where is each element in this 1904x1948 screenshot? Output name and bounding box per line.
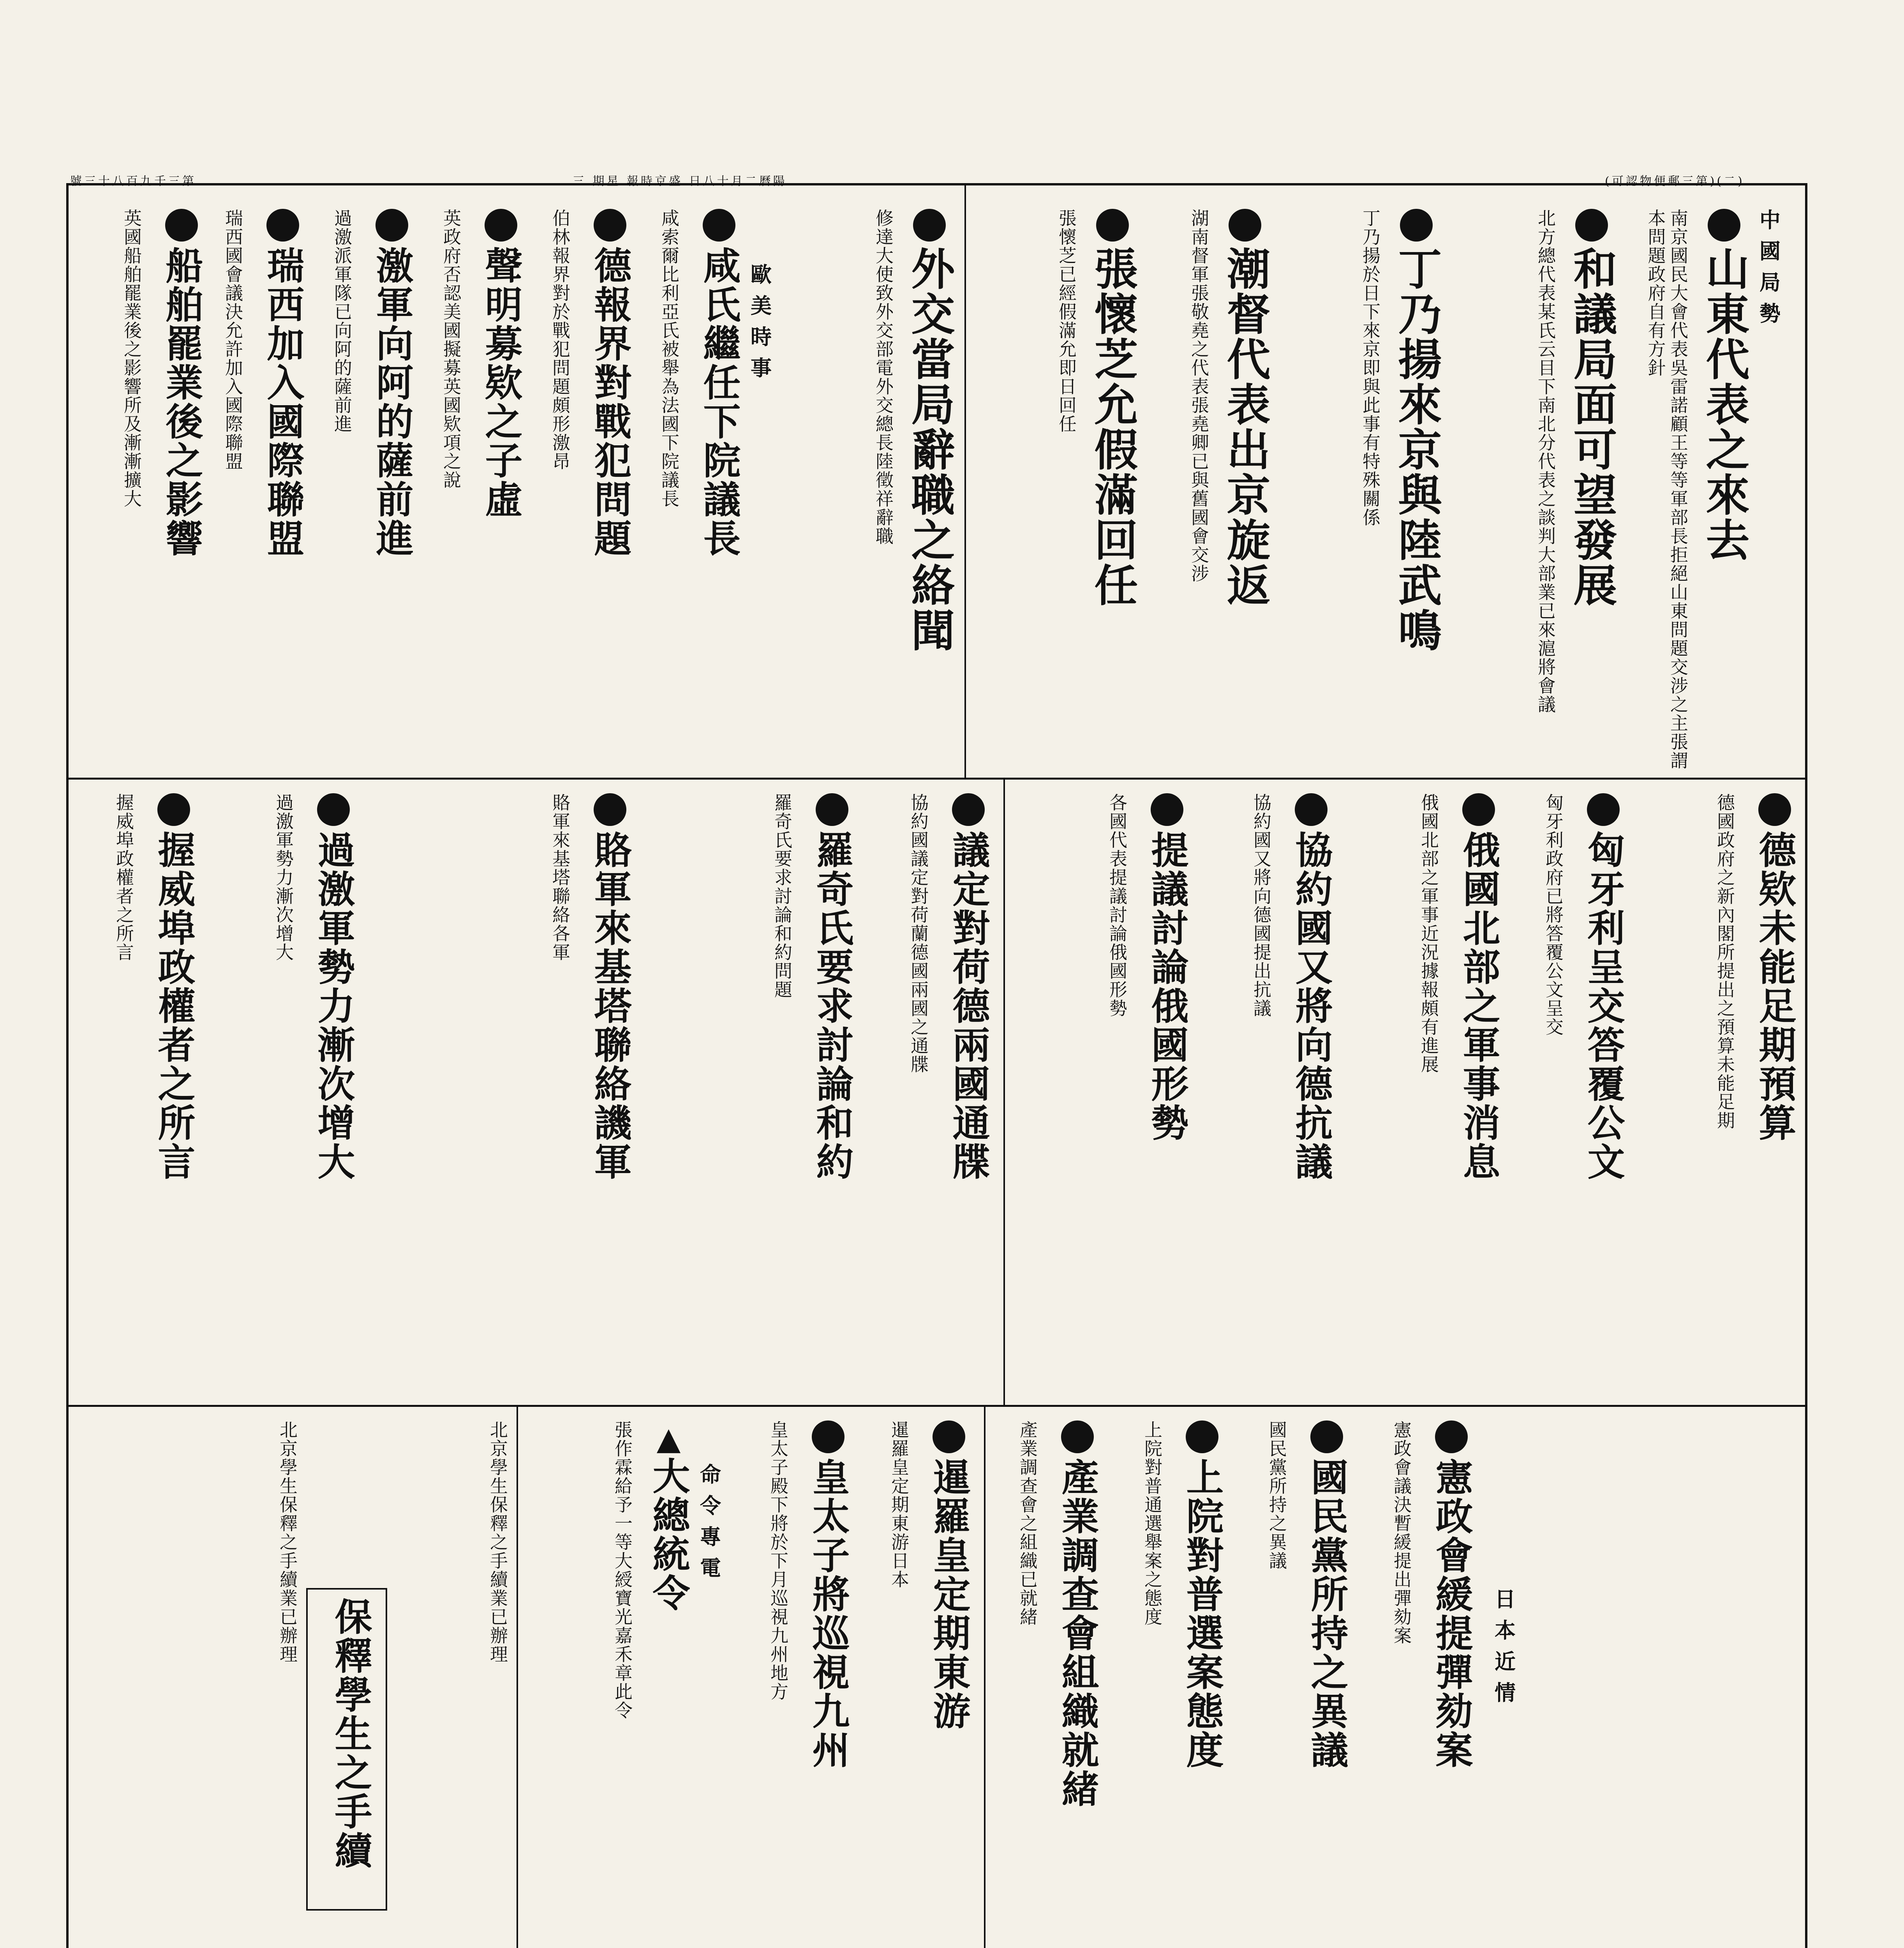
article-body: 修達大使致外交部電外交總長陸徵祥辭職 bbox=[873, 209, 894, 545]
article-headline: 暹羅皇定期東游 bbox=[914, 1420, 972, 1948]
article-headline: 咸氏繼任下院議長 bbox=[684, 209, 742, 770]
bullet-icon bbox=[266, 209, 299, 242]
article-headline: 上院對普選案態度 bbox=[1167, 1420, 1225, 1948]
article-headline: 德報界對戰犯問題 bbox=[575, 209, 633, 770]
article-headline: 羅奇氏要求討論和約 bbox=[797, 793, 855, 1393]
bullet-icon bbox=[157, 793, 190, 826]
bullet-icon bbox=[165, 209, 198, 242]
article-headline: 德欵未能足期預算 bbox=[1740, 793, 1798, 1393]
article-body: 協約國議定對荷蘭德國兩國之通牒 bbox=[908, 793, 929, 1074]
article-body: 俄國北部之軍事近況據報頗有進展 bbox=[1418, 793, 1439, 1074]
article-body: 南京國民大會代表吳雷諾顧王等等軍部長拒絕山東問題交涉之主張謂本問題政府自有方針 bbox=[1645, 209, 1689, 770]
issue-number: 號三十八百九千三第 bbox=[70, 175, 196, 188]
article-headline: 國民黨所持之異議 bbox=[1292, 1420, 1350, 1948]
article-headline: 協約國又將向德抗議 bbox=[1276, 793, 1335, 1393]
article-body: 握威埠政權者之所言 bbox=[113, 793, 134, 962]
article-body: 咸索爾比利亞氏被舉為法國下院議長 bbox=[659, 209, 680, 508]
article-headline: 議定對荷德兩國通牒 bbox=[933, 793, 992, 1393]
bullet-icon bbox=[594, 793, 626, 826]
bullet-icon bbox=[1758, 793, 1791, 826]
article-headline: 船舶罷業後之影響 bbox=[146, 209, 205, 770]
bullet-icon bbox=[952, 793, 985, 826]
article-body: 匈牙利政府已將答覆公文呈交 bbox=[1543, 793, 1564, 1036]
bullet-icon bbox=[1708, 209, 1740, 242]
bullet-icon bbox=[594, 209, 626, 242]
bullet-icon bbox=[816, 793, 848, 826]
article-body: 丁乃揚於日下來京即與此事有特殊關係 bbox=[1360, 209, 1381, 527]
article-body: 北京學生保釋之手續業已辦理 bbox=[277, 1420, 298, 1664]
article-body: 賂軍來基塔聯絡各軍 bbox=[550, 793, 571, 962]
article-headline: 山東代表之來去 bbox=[1693, 209, 1751, 770]
article-body: 張懷芝已經假滿允即日回任 bbox=[1056, 209, 1077, 433]
article-body: 產業調查會之組織已就緒 bbox=[1017, 1420, 1038, 1626]
boxed-notice bbox=[306, 1588, 387, 1911]
article-headline: 提議討論俄國形勢 bbox=[1132, 793, 1190, 1393]
bullet-icon bbox=[1587, 793, 1620, 826]
article-body: 英政府否認美國擬募英國欵項之說 bbox=[441, 209, 462, 489]
article-body: 羅奇氏要求討論和約問題 bbox=[772, 793, 793, 999]
bullet-icon bbox=[376, 209, 408, 242]
article-headline: 憲政會緩提彈劾案 bbox=[1416, 1420, 1475, 1948]
article-body: 上院對普通選舉案之態度 bbox=[1142, 1420, 1163, 1626]
bullet-icon bbox=[1575, 209, 1608, 242]
bullet-icon bbox=[1229, 209, 1261, 242]
article-body: 北京學生保釋之手續業已辦理 bbox=[487, 1420, 508, 1664]
column-divider bbox=[984, 1405, 985, 1948]
section-label-china: 中國局勢 bbox=[1756, 209, 1781, 333]
article-headline: 匈牙利呈交答覆公文 bbox=[1568, 793, 1627, 1393]
article-headline: 產業調查會組織就緒 bbox=[1042, 1420, 1101, 1948]
article-body: 過激派軍隊已向阿的薩前進 bbox=[331, 209, 353, 433]
article-headline: 皇太子將巡視九州 bbox=[793, 1420, 852, 1948]
article-body: 協約國又將向德國提出抗議 bbox=[1251, 793, 1272, 1018]
column-divider bbox=[517, 1405, 518, 1948]
article-headline: 外交當局辭職之絡聞 bbox=[898, 209, 957, 770]
bullet-icon bbox=[1310, 1420, 1343, 1453]
article-body: 皇太子殿下將於下月巡視九州地方 bbox=[768, 1420, 789, 1701]
bullet-icon bbox=[703, 209, 735, 242]
section-label-decree: 命令專電 bbox=[696, 1463, 722, 1588]
tier-divider bbox=[69, 1405, 1805, 1407]
article-body: 英國船舶罷業後之影響所及漸漸擴大 bbox=[121, 209, 142, 508]
section-label-europe: 歐美時事 bbox=[747, 263, 772, 388]
article-headline: ▲大總統令 bbox=[647, 1420, 691, 1613]
article-body: 瑞西國會議決允許加入國際聯盟 bbox=[222, 209, 243, 471]
bullet-icon bbox=[1462, 793, 1495, 826]
article-body: 張作霖給予一等大綬寶光嘉禾章此令 bbox=[612, 1420, 633, 1720]
article-body: 國民黨所持之異議 bbox=[1266, 1420, 1287, 1570]
bullet-icon bbox=[933, 1420, 965, 1453]
article-headline: 握威埠政權者之所言 bbox=[139, 793, 197, 1393]
bullet-icon bbox=[1096, 209, 1129, 242]
bullet-icon bbox=[913, 209, 946, 242]
article-headline: 激軍向阿的薩前進 bbox=[357, 209, 415, 770]
article-headline: 賂軍來基塔聯絡譏軍 bbox=[575, 793, 633, 1393]
article-body: 過激軍勢力漸次增大 bbox=[273, 793, 294, 962]
article-headline: 張懷芝允假滿回任 bbox=[1081, 209, 1140, 770]
article-headline: 瑞西加入國際聯盟 bbox=[248, 209, 306, 770]
article-body: 憲政會議決暫緩提出彈劾案 bbox=[1391, 1420, 1412, 1645]
article-headline: 保釋學生之手續 bbox=[329, 1597, 373, 1870]
article-body: 德國政府之新內閣所提出之預算未能足期 bbox=[1714, 793, 1735, 1130]
bullet-icon bbox=[1186, 1420, 1218, 1453]
bullet-icon bbox=[1400, 209, 1433, 242]
bullet-icon bbox=[1435, 1420, 1468, 1453]
article-body: 伯林報界對於戰犯問題頗形激昂 bbox=[550, 209, 571, 471]
bullet-icon bbox=[1061, 1420, 1094, 1453]
section-label-japan: 日本近情 bbox=[1491, 1588, 1516, 1713]
bullet-icon bbox=[1295, 793, 1328, 826]
masthead-title: 三 期星 報時京盛 日八十月二曆陽 bbox=[573, 175, 787, 188]
column-divider bbox=[964, 185, 966, 778]
column-divider bbox=[1003, 778, 1005, 1405]
postal-note: (可認物便郵三第)(二) bbox=[1605, 175, 1745, 188]
article-headline: 過激軍勢力漸次增大 bbox=[298, 793, 357, 1393]
article-headline: 潮督代表出京旋返 bbox=[1214, 209, 1272, 770]
article-body: 北方總代表某氏云目下南北分代表之談判大部業已來滬將會議 bbox=[1535, 209, 1556, 714]
newspaper-page bbox=[66, 183, 1807, 1948]
bullet-icon bbox=[317, 793, 350, 826]
article-headline: 俄國北部之軍事消息 bbox=[1444, 793, 1502, 1393]
tier-divider bbox=[69, 778, 1805, 780]
bullet-icon bbox=[812, 1420, 844, 1453]
article-headline: 丁乃揚來京與陸武鳴 bbox=[1385, 209, 1444, 770]
masthead-strip bbox=[66, 171, 1807, 188]
bullet-icon bbox=[1151, 793, 1183, 826]
triangle-icon: ▲ bbox=[651, 1420, 687, 1457]
article-body: 湖南督軍張敬堯之代表張堯卿已與舊國會交涉 bbox=[1188, 209, 1209, 583]
article-body: 暹羅皇定期東游日本 bbox=[889, 1420, 910, 1589]
bullet-icon bbox=[485, 209, 517, 242]
article-headline: 聲明募欵之子虛 bbox=[466, 209, 524, 770]
article-headline: 和議局面可望發展 bbox=[1560, 209, 1619, 770]
article-body: 各國代表提議討論俄國形勢 bbox=[1107, 793, 1128, 1018]
